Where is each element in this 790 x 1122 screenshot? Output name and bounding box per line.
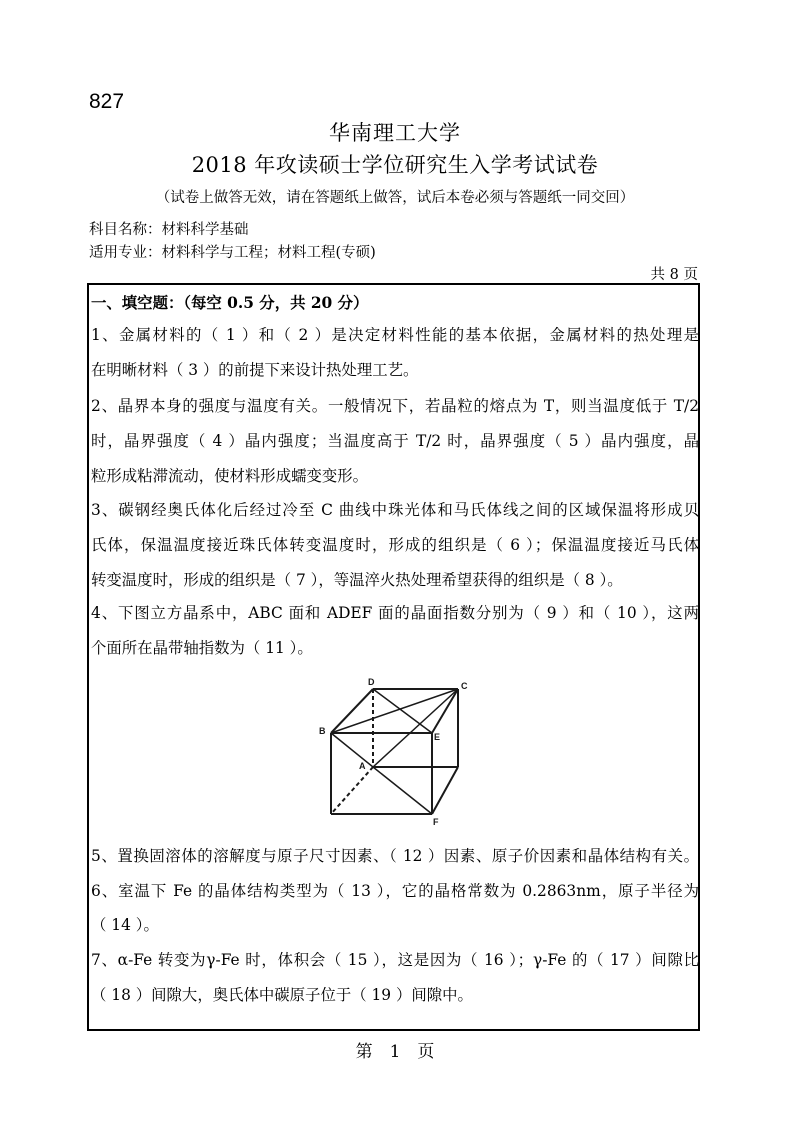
- plane-line-de: [373, 689, 432, 733]
- exam-title: 2018 年攻读硕士学位研究生入学考试试卷: [191, 153, 599, 177]
- applicable-major: 适用专业：材料科学与工程；材料工程(专硕): [89, 245, 376, 261]
- question-line: 7、α-Fe 转变为γ-Fe 时，体积会（ 15 ），这是因为（ 16 ）；γ-Fe 的（ 17 ）间隙比: [91, 951, 699, 969]
- exam-note: （试卷上做答无效，请在答题纸上做答，试后本卷必须与答题纸一同交回）: [155, 190, 635, 206]
- question-line: 3、碳钢经奥氏体化后经过冷至 C 曲线中珠光体和马氏体线之间的区域保温将形成贝: [91, 501, 699, 519]
- plane-line-ac: [373, 689, 458, 767]
- question-line: 1、金属材料的（ 1 ）和（ 2 ）是决定材料性能的基本依据，金属材料的热处理是: [91, 326, 699, 344]
- question-line: 转变温度时，形成的组织是（ 7 ），等温淬火热处理希望获得的组织是（ 8 ）。: [91, 571, 623, 589]
- label-b: B: [319, 726, 326, 736]
- label-d: D: [368, 677, 375, 687]
- question-line: 时，晶界强度（ 4 ）晶内强度；当温度高于 T/2 时，晶界强度（ 5 ）晶内强度，晶: [91, 432, 699, 450]
- label-c: C: [461, 681, 468, 691]
- subject-name: 科目名称：材料科学基础: [89, 222, 249, 238]
- label-f: F: [433, 817, 439, 827]
- plane-line-af: [373, 767, 432, 814]
- question-line: （ 18 ）间隙大，奥氏体中碳原子位于（ 19 ）间隙中。: [91, 986, 473, 1004]
- question-line: 粒形成粘滞流动，使材料形成蠕变变形。: [91, 467, 369, 485]
- question-line: 2、晶界本身的强度与温度有关。一般情况下，若晶粒的熔点为 T，则当温度低于 T/2: [91, 397, 699, 415]
- page-number: 第 1 页: [355, 1042, 435, 1062]
- label-e: E: [434, 732, 441, 742]
- question-line: （ 14 ）。: [91, 916, 159, 934]
- total-pages: 共 8 页: [650, 267, 698, 283]
- question-line: 4、下图立方晶系中，ABC 面和 ADEF 面的晶面指数分别为（ 9 ）和（ 10 ），这两: [91, 604, 699, 622]
- cubic-crystal-figure: [315, 677, 481, 827]
- plane-line-bc: [331, 689, 458, 733]
- university-name: 华南理工大学: [329, 121, 461, 145]
- question-line: 个面所在晶带轴指数为（ 11 ）。: [91, 639, 313, 657]
- question-line: 6、室温下 Fe 的晶体结构类型为（ 13 ），它的晶格常数为 0.2863nm，原子半径为: [91, 882, 699, 900]
- question-box: [87, 283, 700, 1031]
- section-heading: 一、填空题：（每空 0.5 分，共 20 分）: [91, 294, 369, 312]
- exam-code: 827: [89, 90, 125, 113]
- question-line: 氏体，保温温度接近珠氏体转变温度时，形成的组织是（ 6 ）；保温温度接近马氏体: [91, 536, 699, 554]
- cube-hidden-edge: [331, 767, 373, 814]
- question-line: 5、置换固溶体的溶解度与原子尺寸因素、（ 12 ）因素、原子价因素和晶体结构有关。: [91, 847, 699, 865]
- cube-edge: [432, 689, 458, 733]
- label-a: A: [359, 761, 366, 771]
- question-line: 在明晰材料（ 3 ）的前提下来设计热处理工艺。: [91, 361, 419, 379]
- cube-edge: [432, 767, 458, 814]
- plane-line-ba: [331, 733, 373, 767]
